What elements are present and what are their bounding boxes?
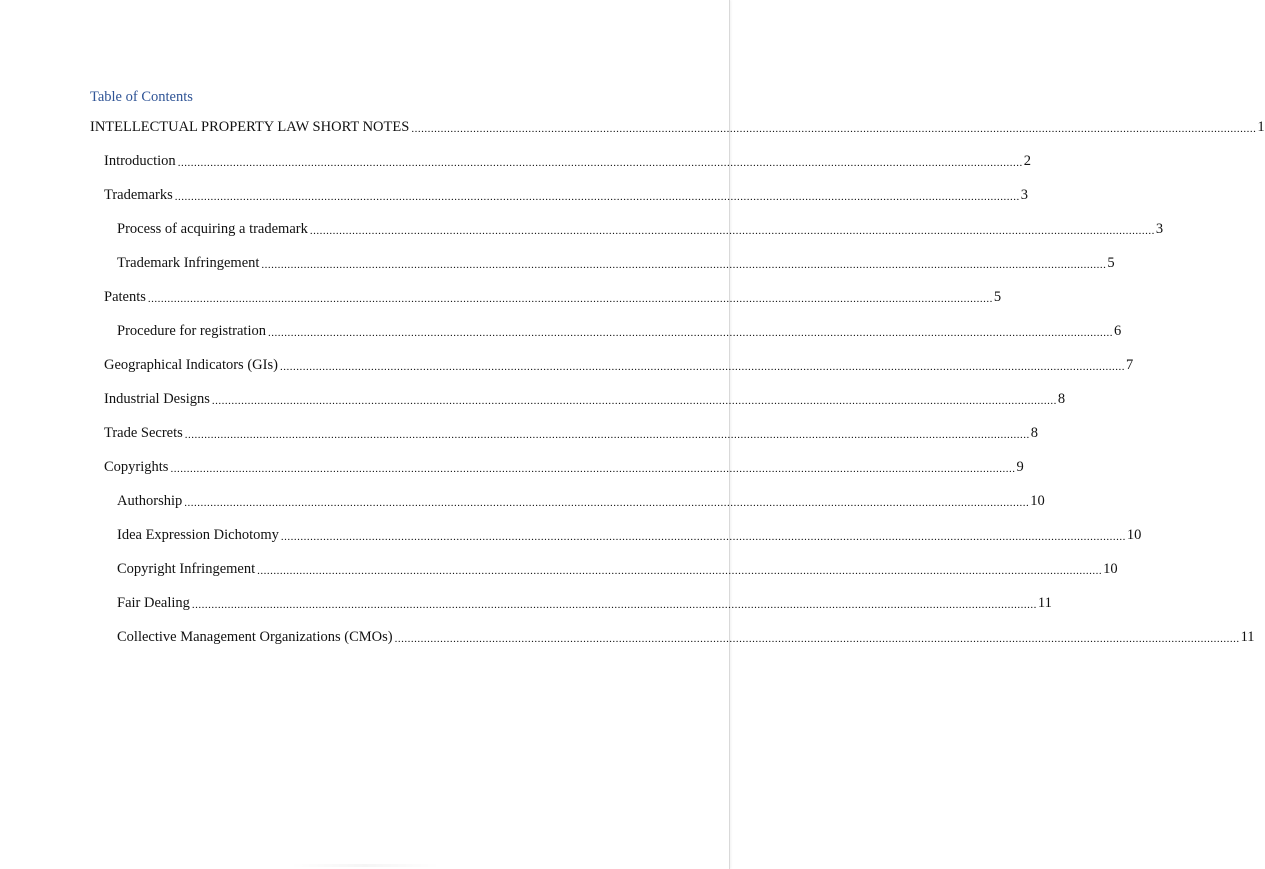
toc-dot-leader: .................................................................................................................................................................................................................................................................... — [184, 497, 1030, 509]
toc-entry[interactable] — [90, 627, 1255, 661]
toc-heading: Table of Contents — [90, 89, 193, 105]
toc-entry-title: Idea Expression Dichotomy — [117, 527, 279, 543]
toc-entry[interactable] — [90, 457, 1024, 491]
toc-dot-leader: .................................................................................................................................................................................................................................................................... — [267, 327, 1113, 339]
toc-entry-title: Patents — [104, 289, 146, 305]
toc-entry-title: Trade Secrets — [104, 425, 183, 441]
toc-entry-title: INTELLECTUAL PROPERTY LAW SHORT NOTES — [90, 119, 410, 135]
toc-entry[interactable] — [90, 355, 1134, 389]
toc-entry-page-number: 9 — [1016, 459, 1024, 475]
toc-entry-title: Geographical Indicators (GIs) — [104, 357, 278, 373]
toc-entry-title: Introduction — [104, 153, 176, 169]
toc-entry-page-number: 10 — [1103, 561, 1118, 577]
toc-entry-title: Trademarks — [104, 187, 173, 203]
toc-entry[interactable] — [90, 287, 1002, 321]
toc-dot-leader: .................................................................................................................................................................................................................................................................... — [170, 463, 1016, 475]
toc-entry-page-number: 8 — [1030, 425, 1039, 441]
toc-entry-page-number: 11 — [1037, 595, 1052, 611]
toc-dot-leader: .................................................................................................................................................................................................................................................................... — [280, 531, 1126, 543]
toc-entry-title: Copyright Infringement — [117, 561, 256, 577]
toc-entry-title: Copyrights — [104, 459, 169, 475]
toc-entry-page-number: 8 — [1057, 391, 1066, 407]
toc-entry-page-number: 5 — [993, 289, 1002, 305]
toc-dot-leader: .................................................................................................................................................................................................................................................................... — [211, 395, 1057, 407]
toc-entry-page-number: 7 — [1125, 357, 1134, 373]
toc-entry[interactable] — [90, 321, 1122, 355]
toc-entry-title: Fair Dealing — [117, 595, 190, 611]
toc-entry-page-number: 3 — [1020, 187, 1028, 203]
toc-entry[interactable] — [90, 253, 1115, 287]
toc-dot-leader: .................................................................................................................................................................................................................................................................... — [177, 157, 1023, 169]
toc-entry-title: Procedure for registration — [117, 323, 266, 339]
page-footer-shadow — [290, 864, 440, 867]
toc-dot-leader: .................................................................................................................................................................................................................................................................... — [147, 293, 993, 305]
toc-entry-page-number: 2 — [1023, 153, 1031, 169]
toc-entry-page-number: 10 — [1030, 493, 1045, 509]
toc-entry[interactable] — [90, 491, 1045, 525]
toc-entry[interactable] — [90, 559, 1118, 593]
toc-entry[interactable] — [90, 389, 1066, 423]
toc-dot-leader: .................................................................................................................................................................................................................................................................... — [309, 225, 1155, 237]
toc-entry[interactable] — [90, 525, 1142, 559]
toc-entry-page-number: 5 — [1107, 255, 1115, 271]
toc-dot-leader: .................................................................................................................................................................................................................................................................... — [191, 599, 1037, 611]
toc-entry[interactable] — [90, 185, 1028, 219]
toc-entry-title: Authorship — [117, 493, 183, 509]
toc-entry-title: Collective Management Organizations (CMOs) — [117, 629, 393, 645]
toc-entry[interactable] — [90, 423, 1039, 457]
toc-entry-title: Industrial Designs — [104, 391, 210, 407]
toc-entry-page-number: 10 — [1126, 527, 1142, 543]
toc-dot-leader: .................................................................................................................................................................................................................................................................... — [411, 123, 1257, 135]
toc-entry-page-number: 3 — [1155, 221, 1164, 237]
toc-dot-leader: .................................................................................................................................................................................................................................................................... — [279, 361, 1125, 373]
toc-entry-page-number: 6 — [1113, 323, 1122, 339]
toc-dot-leader: .................................................................................................................................................................................................................................................................... — [394, 633, 1240, 645]
toc-entry-title: Trademark Infringement — [117, 255, 260, 271]
toc-entry[interactable] — [90, 151, 1031, 185]
toc-entry[interactable] — [90, 117, 1265, 151]
toc-entry-title: Process of acquiring a trademark — [117, 221, 308, 237]
table-of-contents — [90, 117, 1265, 661]
toc-dot-leader: .................................................................................................................................................................................................................................................................... — [257, 565, 1103, 577]
toc-dot-leader: .................................................................................................................................................................................................................................................................... — [174, 191, 1020, 203]
toc-dot-leader: .................................................................................................................................................................................................................................................................... — [184, 429, 1030, 441]
toc-entry[interactable] — [90, 219, 1164, 253]
toc-entry[interactable] — [90, 593, 1052, 627]
toc-dot-leader: .................................................................................................................................................................................................................................................................... — [261, 259, 1107, 271]
toc-entry-page-number: 11 — [1240, 629, 1255, 645]
toc-entry-page-number: 1 — [1257, 119, 1265, 135]
